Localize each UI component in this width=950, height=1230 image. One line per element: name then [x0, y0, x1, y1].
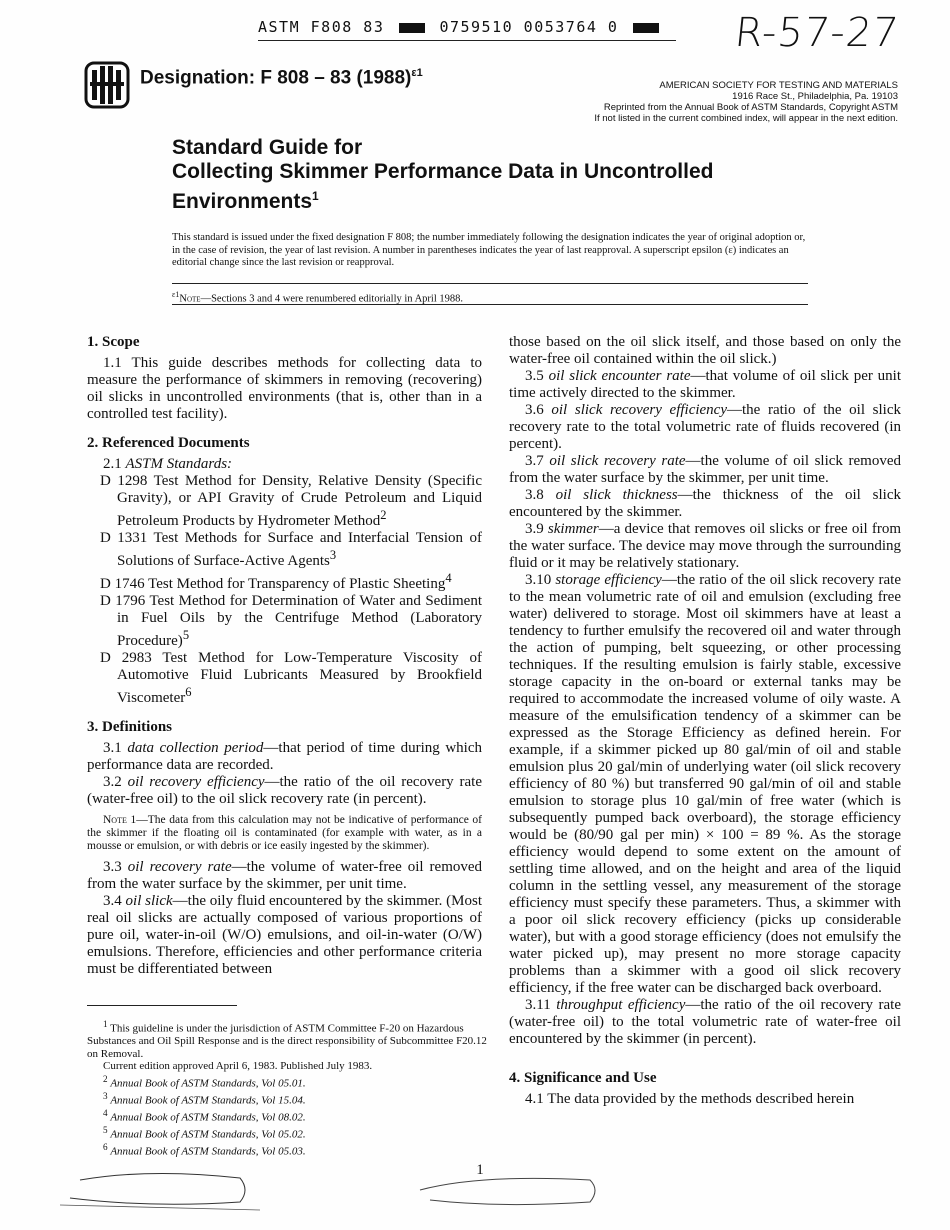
reference-code: D 1298 [100, 473, 148, 489]
definition-text: —the ratio of the oil slick recovery rate to the mean volumetric rate of oil and emulsion (excluding free water) delivered to storage. Most oil skimmers have at least a tendency to further emulsify the recovered oil and water through the action of pumping, belt squeezing, or other processing techniques. If the resulting emulsion is fairly stable, excessive storage capacity in the on-board or external tanks may be required to accommodate the increased volume of oily waste. A measure of the emulsification tendency of a skimmer can be expressed as the Storage Efficiency as defined herein. For example, if a skimmer picked up 80 gal/min of oil and stable emulsion plus 20 gal/min of underlying water (oil slick recovery efficiency of 80 %) but transferred 90 gal/min of oil and stable emulsion to storage plus 10 gal/min of free water (which is subsequently pumped back overboard), the storage efficiency would be (80/90 gal per min) × 100 = 89 %. As the storage efficiency would depend to some extent on the amount of settling time allowed, and on the height and area of the liquid column in the settling vessel, any measurement of the storage efficiency must specify these parameters. Thus, a skimmer with a poor oil slick recovery efficiency (picks up considerable water), but with a good storage efficiency (does not emulsify the water picked up), may present no more storage capacity problems than a skimmer with a good oil slick recovery efficiency, if the free water can be discharged back overboard. [509, 572, 901, 996]
divider [172, 304, 808, 305]
definition-num: 3.11 [525, 997, 551, 1013]
reference-code: D 1331 [100, 530, 148, 546]
definition-item [509, 368, 901, 402]
ref-subheading [87, 456, 482, 473]
definition-text: —the oily fluid encountered by the skimmer. (Most real oil slicks are actually composed of various proportions of pure oil, water-in-oil (W/O) emulsions, and oil-in-water (O/W) emulsions. Therefore, efficiencies and other performance criteria must be differentiated between [87, 893, 482, 977]
footnote-text: Current edition approved April 6, 1983. Published July 1983. [103, 1060, 373, 1073]
definition-term: oil recovery rate [127, 859, 232, 875]
reference-title: Test Method for Density, Relative Density (Specific Gravity), or API Gravity of Crude Petroleum and Liquid Petroleum Products by Hydrometer Method [117, 473, 482, 529]
definition-item [509, 572, 901, 997]
definition-term: oil slick encounter rate [548, 368, 691, 384]
definition-term: skimmer [547, 521, 599, 537]
title-line-2: Collecting Skimmer Performance Data in Uncontrolled [172, 160, 714, 183]
publisher-line: 1916 Race St., Philadelphia, Pa. 19103 [732, 91, 898, 102]
note-text: —The data from this calculation may not be indicative of performance of the skimmer if the floating oil is contaminated (for example with water, as in a mousse or emulsion, or with debris or ice easily ingested by the skimmer). [87, 814, 482, 852]
editorial-note [172, 290, 463, 305]
section-heading-significance: 4. Significance and Use [509, 1070, 657, 1086]
footnote-mark: 6 [103, 1142, 108, 1153]
definition-num: 3.10 [525, 572, 552, 588]
definition-text: —that volume of oil slick per unit time actively directed to the skimmer. [509, 368, 902, 401]
reference-item [100, 650, 483, 707]
barcode-block [399, 23, 425, 33]
footnote-mark: 3 [103, 1090, 108, 1101]
title-footnote-mark: 1 [312, 189, 319, 203]
footnotes [87, 1018, 487, 1158]
definition-term: oil slick [125, 893, 173, 909]
editorial-note-mark: ε1 [172, 290, 180, 299]
definition-term: throughput efficiency [556, 997, 686, 1013]
definition-num: 3.3 [103, 859, 122, 875]
footnote-text: Annual Book of ASTM Standards, Vol 05.02. [110, 1128, 306, 1141]
definition-num: 3.8 [525, 487, 544, 503]
right-column [509, 334, 901, 1108]
section-heading-referenced: 2. Referenced Documents [87, 435, 250, 451]
scan-artifact-lines [0, 1160, 950, 1230]
definition-term: oil slick recovery efficiency [551, 402, 727, 418]
reference-code: D 2983 [100, 650, 152, 666]
reference-title: Test Method for Transparency of Plastic Sheeting [148, 576, 446, 592]
footnote-text: Annual Book of ASTM Standards, Vol 05.03. [110, 1145, 306, 1158]
footnote-mark: 5 [103, 1125, 108, 1136]
reference-item [100, 530, 482, 570]
definition-num: 3.9 [525, 521, 544, 537]
definition-num: 3.2 [103, 774, 122, 790]
reference-item [100, 570, 482, 593]
footnote [87, 1073, 487, 1090]
reference-item [100, 593, 482, 650]
note-label: Note 1 [103, 814, 137, 826]
reference-code: D 1796 [100, 593, 146, 609]
definition-item [87, 893, 482, 978]
section-heading-scope: 1. Scope [87, 334, 140, 350]
definition-term: oil slick recovery rate [549, 453, 686, 469]
scope-paragraph: 1.1 This guide describes methods for collecting data to measure the performance of skimmers in removing (recovering) oil slicks in uncontrolled environments (that is, other than in a controlled test facility). [87, 355, 482, 422]
definition-item [509, 521, 901, 572]
code-part-2: 0759510 0053764 0 [439, 18, 619, 36]
definition-num: 3.7 [525, 453, 544, 469]
definition-item [509, 453, 901, 487]
footnote-text: Annual Book of ASTM Standards, Vol 15.04. [110, 1094, 306, 1107]
document-code-line [258, 18, 678, 36]
handwritten-note: R-57-27 [732, 10, 902, 56]
reference-footnote-mark: 6 [185, 685, 192, 699]
definition-text: —the thickness of the oil slick encountered by the skimmer. [509, 487, 902, 520]
reference-footnote-mark: 5 [182, 628, 190, 642]
footnote [87, 1107, 487, 1124]
astm-logo-icon [84, 60, 130, 110]
code-part-1: ASTM F808 83 [258, 18, 385, 36]
footnote-mark: 4 [103, 1107, 108, 1118]
divider [172, 283, 808, 284]
definition-term: oil recovery efficiency [127, 774, 265, 790]
definition-item [87, 859, 482, 893]
definition-term: oil slick thickness [555, 487, 678, 503]
footnote-text: Annual Book of ASTM Standards, Vol 05.01. [110, 1077, 306, 1090]
reference-title: Test Method for Determination of Water and Sediment in Fuel Oils by the Centrifuge Method (Laboratory Procedure) [117, 593, 482, 649]
significance-paragraph: 4.1 The data provided by the methods described herein [525, 1091, 855, 1107]
definition-num: 3.6 [525, 402, 544, 418]
designation-superscript: ε1 [411, 67, 423, 79]
title-line-3: Environments [172, 190, 313, 213]
definition-num: 3.1 [103, 740, 122, 756]
footnote-text: Annual Book of ASTM Standards, Vol 08.02. [110, 1111, 306, 1124]
definition-text: —a device that removes oil slicks or free oil from the water surface. The device may move through the surrounding fluid or it may be relatively stationary. [509, 521, 902, 571]
definition-item [509, 487, 901, 521]
reference-footnote-mark: 4 [445, 571, 452, 585]
footnote [87, 1090, 487, 1107]
ref-sub-title: ASTM Standards: [125, 456, 233, 472]
reference-item [100, 473, 482, 530]
issuance-statement: This standard is issued under the fixed designation F 808; the number immediately following the designation indicates the year of original adoption or, in the case of revision, the year of last revision. A number in parentheses indicates the year of last reapproval. A superscript epsilon (ε) indicates an editorial change since the last revision or reapproval. [172, 232, 806, 268]
publisher-line: AMERICAN SOCIETY FOR TESTING AND MATERIALS [659, 80, 898, 91]
definition-text: —the volume of water-free oil removed from the water surface by the skimmer, per unit time. [87, 859, 483, 892]
footnote-text: This guideline is under the jurisdiction of ASTM Committee F-20 on Hazardous Substances and Oil Spill Response and is the direct responsibility of Subcommittee F20.12 on Removal. [87, 1022, 487, 1060]
reference-footnote-mark: 3 [329, 548, 337, 562]
barcode-block [633, 23, 659, 33]
title-line-1: Standard Guide for [172, 136, 363, 159]
editorial-note-text: —Sections 3 and 4 were renumbered editorially in April 1988. [200, 293, 464, 305]
definition-term: storage efficiency [555, 572, 662, 588]
page-title [172, 136, 713, 214]
footnote [87, 1141, 487, 1158]
definition-text: —the ratio of the oil recovery rate (water-free oil) to the total volumetric rate of water-free oil encountered by the skimmer (in percent). [509, 997, 902, 1047]
definition-text: —the ratio of the oil recovery rate (water-free oil) to the oil slick recovery rate (in percent). [87, 774, 483, 807]
reference-footnote-mark: 2 [380, 508, 387, 522]
footnote [87, 1060, 487, 1073]
footnote-mark: 2 [103, 1073, 108, 1084]
designation [140, 67, 423, 89]
definition-item [87, 740, 482, 774]
reference-code: D 1746 [100, 576, 145, 592]
note-1 [87, 814, 482, 853]
definition-text: —the volume of oil slick removed from the water surface by the skimmer, per unit time. [509, 453, 901, 486]
publisher-line: Reprinted from the Annual Book of ASTM Standards, Copyright ASTM [603, 102, 898, 113]
definition-item [509, 402, 901, 453]
footnote [87, 1018, 487, 1060]
footnote-rule [87, 1005, 237, 1006]
designation-label: Designation: F 808 – 83 (1988) [140, 67, 412, 89]
editorial-note-label: Note [179, 293, 201, 305]
reference-title: Test Methods for Surface and Interfacial Tension of Solutions of Surface-Active Agents [117, 530, 482, 569]
footnote [87, 1124, 487, 1141]
ref-sub-num: 2.1 [103, 456, 122, 472]
publisher-line: If not listed in the current combined index, will appear in the next edition. [594, 113, 898, 124]
definition-text: —the ratio of the oil slick recovery rate to the total volumetric rate of fluids recovered (in percent). [509, 402, 901, 452]
page-number: 1 [476, 1162, 484, 1178]
footnote-mark: 1 [103, 1019, 108, 1029]
publisher-info [570, 80, 898, 124]
left-column [87, 334, 482, 978]
header-rule [258, 40, 676, 41]
definition-num: 3.4 [103, 893, 122, 909]
definition-item [87, 774, 482, 808]
definition-item [509, 997, 901, 1048]
reference-title: Test Method for Low-Temperature Viscosity of Automotive Fluid Lubricants Measured by Brookfield Viscometer [117, 650, 483, 706]
definition-term: data collection period [127, 740, 264, 756]
definition-text: —that period of time during which performance data are recorded. [87, 740, 482, 773]
definition-num: 3.5 [525, 368, 544, 384]
section-heading-definitions: 3. Definitions [87, 719, 173, 735]
definition-continued: those based on the oil slick itself, and those based on only the water-free oil contained within the oil slick.) [509, 334, 901, 367]
